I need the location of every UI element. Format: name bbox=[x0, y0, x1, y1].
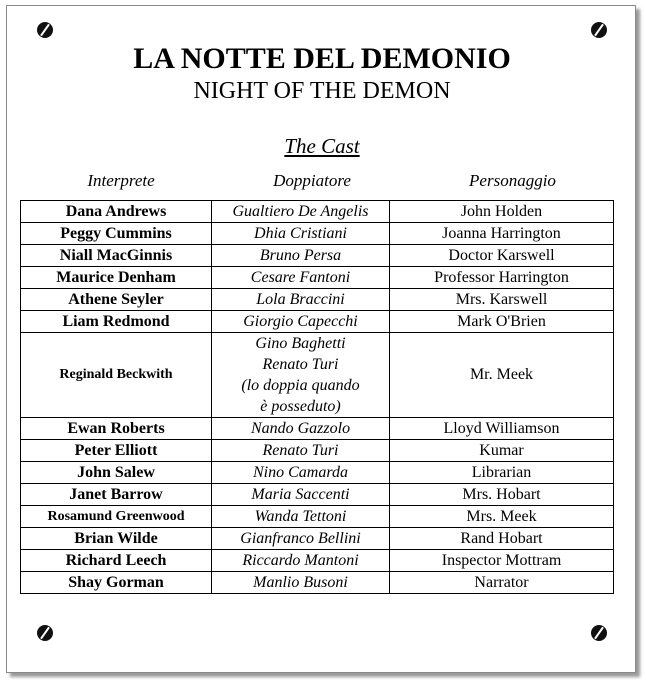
character-cell: Mrs. Hobart bbox=[390, 484, 614, 506]
dubber-line: Bruno Persa bbox=[259, 247, 342, 264]
character-cell: Narrator bbox=[390, 572, 614, 594]
dubber-cell bbox=[212, 440, 390, 462]
character-cell: John Holden bbox=[390, 201, 614, 223]
table-row bbox=[21, 550, 614, 572]
cast-table bbox=[20, 200, 614, 594]
dubber-line: Gianfranco Bellini bbox=[240, 530, 361, 547]
actor-cell: Niall MacGinnis bbox=[21, 245, 212, 267]
table-row bbox=[21, 333, 614, 418]
dubber-line: è posseduto) bbox=[260, 398, 341, 415]
dubber-line: Cesare Fantoni bbox=[250, 269, 351, 286]
table-row bbox=[21, 245, 614, 267]
dubber-line: Renato Turi bbox=[262, 356, 339, 373]
actor-cell: Brian Wilde bbox=[21, 528, 212, 550]
header-dubber: Doppiatore bbox=[273, 171, 351, 190]
character-cell: Joanna Harrington bbox=[390, 223, 614, 245]
dubber-cell bbox=[212, 333, 390, 418]
character-cell: Professor Harrington bbox=[390, 267, 614, 289]
dubber-line: (lo doppia quando bbox=[241, 377, 360, 394]
cast-plaque bbox=[6, 5, 636, 673]
actor-cell: Athene Seyler bbox=[21, 289, 212, 311]
dubber-cell bbox=[212, 223, 390, 245]
actor-cell: Janet Barrow bbox=[21, 484, 212, 506]
table-row bbox=[21, 440, 614, 462]
actor-cell: Peggy Cummins bbox=[21, 223, 212, 245]
actor-cell: Shay Gorman bbox=[21, 572, 212, 594]
dubber-cell bbox=[212, 506, 390, 528]
actor-cell: Peter Elliott bbox=[21, 440, 212, 462]
screw-icon bbox=[591, 625, 607, 641]
dubber-line: Nino Camarda bbox=[253, 464, 348, 481]
character-cell: Inspector Mottram bbox=[390, 550, 614, 572]
actor-cell: Liam Redmond bbox=[21, 311, 212, 333]
actor-cell: Ewan Roberts bbox=[21, 418, 212, 440]
actor-cell: Maurice Denham bbox=[21, 267, 212, 289]
character-cell: Rand Hobart bbox=[390, 528, 614, 550]
dubber-line: Maria Saccenti bbox=[251, 486, 350, 503]
screw-icon bbox=[37, 625, 53, 641]
dubber-line: Renato Turi bbox=[262, 442, 339, 459]
character-cell: Librarian bbox=[390, 462, 614, 484]
table-row bbox=[21, 289, 614, 311]
dubber-line: Manlio Busoni bbox=[253, 574, 348, 591]
screw-icon bbox=[37, 22, 53, 38]
page-title: LA NOTTE DEL DEMONIO bbox=[133, 42, 511, 75]
table-row bbox=[21, 201, 614, 223]
dubber-line: Dhia Cristiani bbox=[254, 225, 347, 242]
section-title: The Cast bbox=[284, 134, 360, 158]
column-headers bbox=[21, 171, 613, 195]
dubber-cell bbox=[212, 484, 390, 506]
actor-cell: Dana Andrews bbox=[21, 201, 212, 223]
dubber-cell bbox=[212, 245, 390, 267]
character-cell: Lloyd Williamson bbox=[390, 418, 614, 440]
dubber-line: Riccardo Mantoni bbox=[242, 552, 359, 569]
table-row bbox=[21, 223, 614, 245]
dubber-cell bbox=[212, 289, 390, 311]
dubber-cell bbox=[212, 311, 390, 333]
character-cell: Mrs. Meek bbox=[390, 506, 614, 528]
dubber-cell bbox=[212, 462, 390, 484]
dubber-line: Nando Gazzolo bbox=[250, 420, 351, 437]
table-row bbox=[21, 418, 614, 440]
dubber-line: Lola Braccini bbox=[256, 291, 345, 308]
table-row bbox=[21, 506, 614, 528]
header-actor: Interprete bbox=[87, 171, 155, 190]
table-row bbox=[21, 311, 614, 333]
actor-cell: John Salew bbox=[21, 462, 212, 484]
table-row bbox=[21, 484, 614, 506]
character-cell: Mrs. Karswell bbox=[390, 289, 614, 311]
table-row bbox=[21, 572, 614, 594]
dubber-line: Giorgio Capecchi bbox=[243, 313, 358, 330]
dubber-cell bbox=[212, 201, 390, 223]
header-character: Personaggio bbox=[469, 171, 556, 190]
character-cell: Doctor Karswell bbox=[390, 245, 614, 267]
character-cell: Mark O'Brien bbox=[390, 311, 614, 333]
character-cell: Mr. Meek bbox=[390, 333, 614, 418]
dubber-cell bbox=[212, 418, 390, 440]
screw-icon bbox=[591, 22, 607, 38]
table-row bbox=[21, 528, 614, 550]
dubber-line: Gualtiero De Angelis bbox=[232, 203, 369, 220]
table-row bbox=[21, 267, 614, 289]
dubber-cell bbox=[212, 528, 390, 550]
dubber-cell bbox=[212, 267, 390, 289]
character-cell: Kumar bbox=[390, 440, 614, 462]
actor-cell: Richard Leech bbox=[21, 550, 212, 572]
dubber-line: Wanda Tettoni bbox=[254, 508, 347, 525]
dubber-cell bbox=[212, 550, 390, 572]
table-row bbox=[21, 462, 614, 484]
actor-cell: Reginald Beckwith bbox=[21, 333, 212, 418]
actor-cell: Rosamund Greenwood bbox=[21, 506, 212, 528]
dubber-cell bbox=[212, 572, 390, 594]
page-subtitle: NIGHT OF THE DEMON bbox=[193, 78, 451, 104]
dubber-line: Gino Baghetti bbox=[255, 335, 346, 352]
